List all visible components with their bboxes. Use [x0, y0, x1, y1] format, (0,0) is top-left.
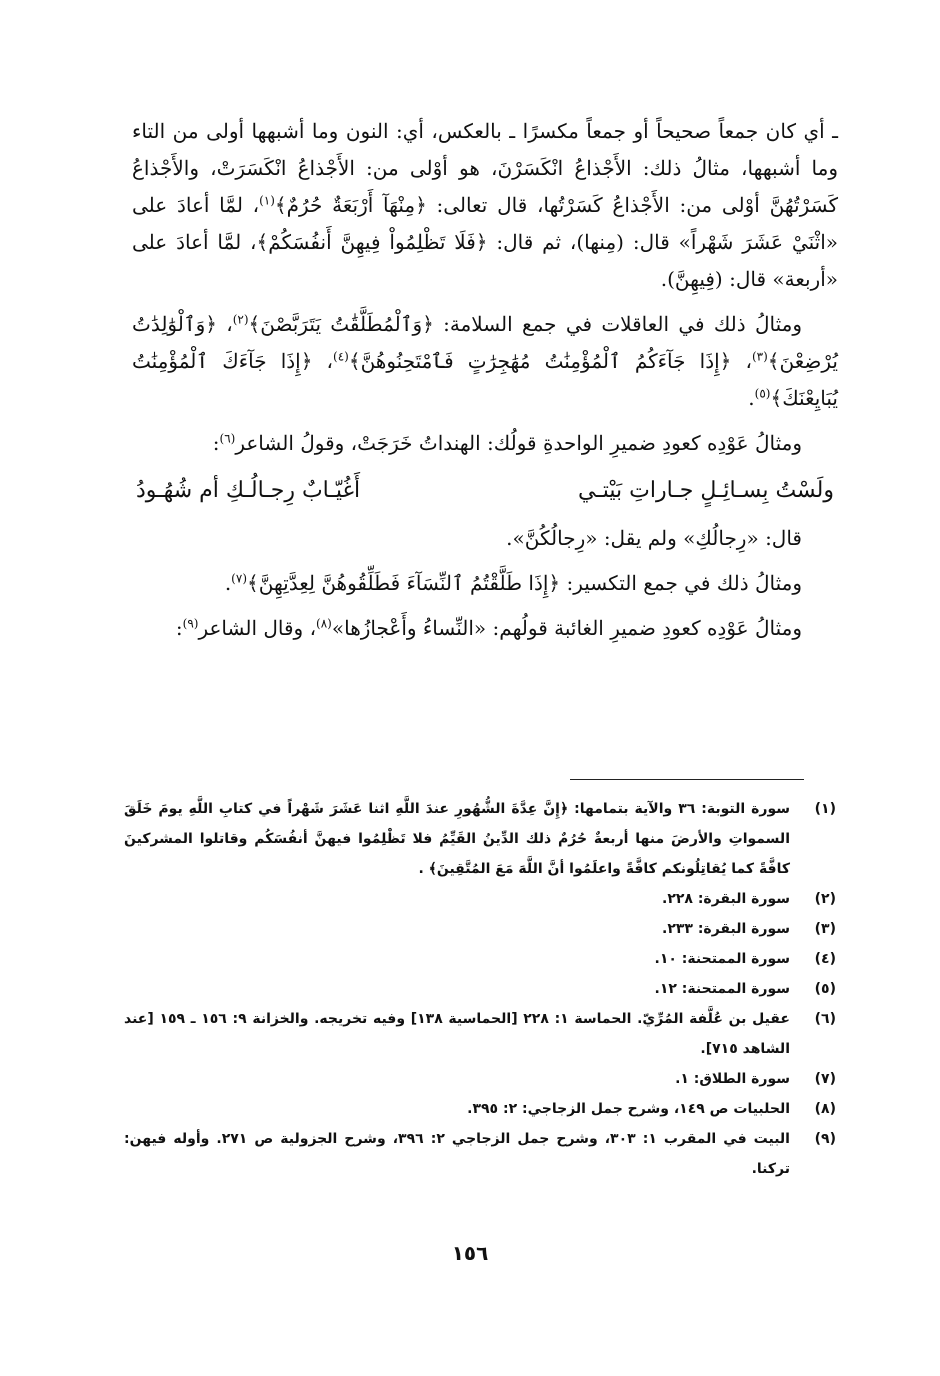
footnote-ref[interactable]: (٨) — [316, 616, 332, 631]
footnote-number: (٤) — [814, 951, 836, 967]
footnote-ref[interactable]: (٥) — [754, 386, 771, 401]
text-run: ـ أي كان جمعاً صحيحاً أو جمعاً مكسرًا ـ بالعكس، أي: النون وما أشبهها أولى من التاء وما أشبهها، مثالُ ذلك: الأَجْذاعُ انْكَسَرْنَ، هو أوْلى من: الأَجْذاعُ انْكَسَرَتْ، والأَجْذاعُ كَسَرْتُهُنَّ أوْلى من: الأَجْذاعُ كَسَرْتُها، قال تعالى: ﴿مِنْهَآ أَرْبَعَةٌ حُرُمٌ﴾ — [132, 119, 838, 217]
footnote-text: سورة التوبة: ٣٦ والآية بتمامها: ﴿إِنَّ عِدَّةَ الشُّهُورِ عندَ اللَّهِ اثنا عَشَرَ شَهْراً في كتابِ اللَّهِ يومَ خَلَقَ السمواتِ والأرضَ منها أربعةٌ حُرُمٌ ذلك الدِّينُ القَيِّمُ فلا تَظْلِمُوا فيهنَّ أنفُسَكُم وقاتلوا المشركينَ كافَّةً كما يُقاتِلُونكم كافَّةً واعلَمُوا أنَّ اللَّهَ مَعَ المُتَّقِينَ﴾ . — [124, 801, 791, 877]
page-number: ١٥٦ — [451, 1241, 489, 1265]
text-run: ومثالُ عَوْدِه كعودِ ضميرِ الغائبة قولُهم: «النِّساءُ وأَعْجازُها» — [331, 616, 802, 640]
footnote — [124, 1094, 836, 1124]
text-run: ، ﴿وَٱلْوَٰلِدَٰتُ يُرْضِعْنَ﴾ — [132, 312, 838, 373]
footnote-ref[interactable]: (٣) — [751, 349, 768, 364]
paragraph — [132, 113, 838, 298]
footnote-ref[interactable]: (٦) — [219, 431, 236, 446]
footnote — [124, 974, 836, 1004]
footnote-separator — [570, 779, 804, 780]
footnote-ref[interactable]: (٤) — [333, 349, 349, 364]
verse-first-hemistich: ولَسْتُ بِسـائِـلٍ جـاراتِ بَيْتـي — [577, 478, 834, 503]
footnote — [124, 1064, 836, 1094]
text-run: ، لمَّا أعادَ على «اثْنَيْ عَشَرَ شَهْراً» قال: (مِنها)، ثم قال: ﴿فَلَا تَظْلِمُواْ فِيهِنَّ أَنفُسَكُمْ﴾، لمَّا أعادَ على «أربعة» قال: (فِيهِنَّ). — [132, 193, 838, 291]
footnote-text: سورة البقرة: ٢٢٨. — [661, 891, 790, 907]
footnote — [124, 1004, 836, 1064]
paragraph — [132, 306, 838, 417]
footnote-number: (٣) — [814, 921, 836, 937]
footnote-number: (٨) — [814, 1101, 836, 1117]
footnote-text: سورة الممتحنة: ١٢. — [654, 981, 790, 997]
footnote-ref[interactable]: (٩) — [182, 616, 199, 631]
footnote — [124, 1124, 836, 1184]
text-run: ومثالُ عَوْدِه كعودِ ضميرِ الواحدةِ قولُك: الهنداتُ خَرَجَتْ، وقولُ الشاعر — [235, 431, 802, 455]
paragraph — [132, 565, 838, 602]
paragraph — [132, 425, 838, 462]
footnote-ref[interactable]: (١) — [259, 193, 275, 208]
footnote — [124, 944, 836, 974]
footnote-number: (٢) — [814, 891, 836, 907]
paragraph — [132, 610, 838, 647]
footnote — [124, 794, 836, 884]
text-run: . — [748, 386, 755, 410]
text-run: قال: «رِجالُكِ» ولم يقل: «رِجالُكُنَّ». — [506, 526, 802, 550]
footnote-ref[interactable]: (٢) — [232, 312, 249, 327]
footnote-text: البيت في المقرب ١: ٣٠٣، وشرح جمل الزجاجي ٢: ٣٩٦، وشرح الجزولية ص ٢٧١. وأوله فيهن: تركنا. — [124, 1131, 790, 1177]
footnote-text: عقيل بن عُلَّفة المُرِّيّ. الحماسة ١: ٢٢٨ [الحماسية ١٣٨] وفيه تخريجه. والخزانة ٩: ١٥٦ ـ ١٥٩ [عند الشاهد ٧١٥]. — [124, 1011, 790, 1057]
text-run: ومثالُ ذلك في العاقلات في جمع السلامة: ﴿وَٱلْمُطَلَّقَٰتُ يَتَرَبَّصْنَ﴾ — [248, 312, 802, 336]
footnote-number: (١) — [814, 801, 836, 817]
text-run: ، ﴿إِذَا جَآءَكُمُ ٱلْمُؤْمِنَٰتُ مُهَٰجِرَٰتٍ فَٱمْتَحِنُوهُنَّ﴾ — [348, 349, 752, 373]
text-run: . — [224, 571, 232, 595]
footnote-number: (٥) — [814, 981, 836, 997]
footnote-number: (٧) — [814, 1071, 836, 1087]
footnote-text: سورة الممتحنة: ١٠. — [654, 951, 790, 967]
footnote-number: (٩) — [814, 1131, 836, 1147]
footnote — [124, 914, 836, 944]
main-text — [132, 113, 838, 655]
text-run: ، وقال الشاعر — [198, 616, 317, 640]
footnote-number: (٦) — [814, 1011, 836, 1027]
verse-second-hemistich: أَغُيّـابٌ رِجـالُـكِ أم شُهُـودُ — [136, 478, 361, 503]
paragraph — [132, 520, 838, 557]
text-run: ومثالُ ذلك في جمع التكسير: ﴿إِذَا طَلَّقْتُمُ ٱلنِّسَآءَ فَطَلِّقُوهُنَّ لِعِدَّتِهِنَّ﴾ — [247, 571, 802, 595]
footnote-text: سورة البقرة: ٢٣٣. — [661, 921, 790, 937]
text-run: ، ﴿إِذَا جَآءَكَ ٱلْمُؤْمِنَٰتُ يُبَايِعْنَكَ﴾ — [132, 349, 838, 410]
footnote-text: الحلبيات ص ١٤٩، وشرح جمل الزجاجي: ٢: ٣٩٥. — [467, 1101, 790, 1117]
text-run: : — [175, 616, 183, 640]
footnote-text: سورة الطلاق: ١. — [675, 1071, 790, 1087]
footnote — [124, 884, 836, 914]
text-run: : — [212, 431, 220, 455]
poetry-verse — [132, 470, 838, 512]
footnote-ref[interactable]: (٧) — [231, 571, 247, 586]
footnotes — [124, 794, 836, 1184]
